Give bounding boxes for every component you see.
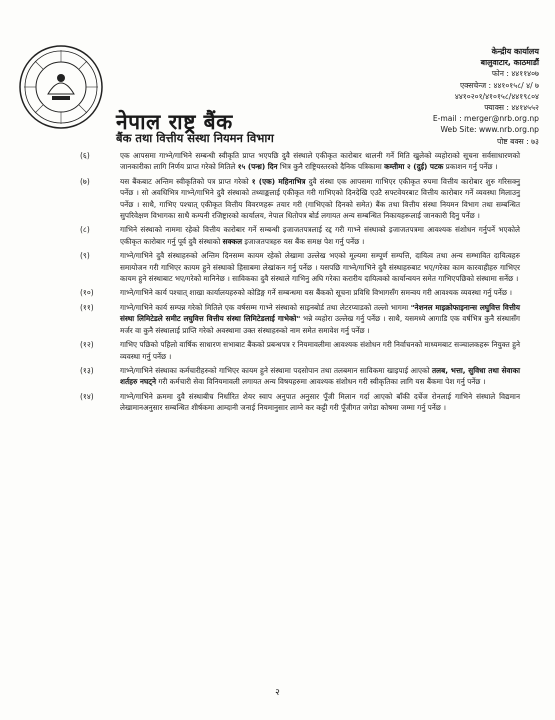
item-number: (७) (80, 176, 90, 186)
item-text: गाभ्ने/गाभिने संस्थाका कर्मचारीहरुको गाभिएर कायम हुने संस्थामा पदसोपान तथा तलबमान साविकमा खाइपाई आएको (120, 365, 433, 375)
item-text: गाभ्ने/गाभिने कार्य पश्चात् शाखा कार्यालयहरुको कोडिङ्ग गर्ने सम्बन्धमा यस बैंकको सूचना प्रविधि विभागसँग समन्वय गरी आवश्यक व्यवस्था गर्नु पर्नेछ । (120, 288, 513, 298)
numbered-items-list (80, 150, 521, 417)
bold-text: तलब, भत्ता, सुविधा तथा सेवाका शर्तहरु नघट्ने (120, 365, 520, 387)
bold-text: सक्कल (222, 236, 243, 246)
exchange-line-2: ४४१०२०१/४१०१५८/४४१९८०४ (454, 91, 539, 101)
item-text: प्रकाशन गर्नु पर्नेछ । (443, 162, 498, 172)
list-item (80, 391, 520, 414)
office-address: बालुवाटार, काठमाडौं (480, 58, 539, 68)
email-line: E-mail : merger@nrb.org.np (432, 114, 539, 124)
item-number: (११) (80, 302, 94, 312)
item-number: (१०) (80, 288, 94, 298)
website-line: Web Site: www.nrb.org.np (440, 125, 539, 135)
item-number: (८) (80, 225, 90, 235)
office-label: केन्द्रीय कार्यालय (491, 47, 539, 56)
list-item (80, 150, 520, 173)
item-text: गाभिए पछिको पहिलो वार्षिक साधारण सभाबाट बैंकको प्रबन्धपत्र र नियमावलीमा आवश्यक संशोधन गरी निर्वाचनको माध्यमबाट सञ्चालकहरू नियुक्त हुने व्यवस्था गर्नु पर्नेछ । (120, 340, 520, 361)
fax-line: फ्याक्स : ४४१४५५२ (484, 103, 539, 113)
list-item (80, 287, 520, 298)
bank-name: नेपाल राष्ट्र बैंक (116, 110, 233, 134)
item-number: (१२) (80, 340, 94, 350)
list-item (80, 365, 520, 388)
item-text: गाभ्ने/गाभिने दुवै संस्थाहरुको अन्तिम दिनसम्म कायम रहेको लेखामा उल्लेख भएको मूल्यमा सम्पूर्ण सम्पत्ति, दायित्व तथा अन्य सम्भावित दायित्वहरु समायोजन गरी गाभिएर कायम हुने संस्थाको हिसाबमा लेखांकन गर्नु पर्नेछ । यसपछि गाभ्ने/गाभिने दुवै संस्थाहरुबाट भए/गरेका काम कारवाहीहरु गाभिएर कायम हुने संस्थाबाट भए/गरेको मानिनेछ । साविकका दुवै संस्थाले गाभिनु अघि गरेका करारीय दायित्वको कार्यान्वयन समेत गाभिएपछिको संस्थामा सर्नेछ । (120, 251, 520, 284)
nrb-logo (18, 44, 104, 130)
item-number: (६) (80, 151, 90, 160)
item-text: गरी कर्मचारी सेवा विनियमावली लगायत अन्य विषयहरुमा आवश्यक संशोधन गरी स्वीकृतिका लागि यस बैंकमा पेश गर्नु पर्नेछ । (156, 377, 486, 387)
bold-text: "नेशनल माइक्रोफाइनान्स लघुवित्त वित्तीय संस्था लिमिटेडले समीट लघुवित्त वित्तीय संस्था लिमिटेडलाई गाभेको" (120, 302, 520, 324)
item-text: गाभ्ने/गाभिने कार्य सम्पन्न गरेको मितिले एक वर्षसम्म गाभ्ने संस्थाको साइनबोर्ड तथा लेटरप्याडको तल्लो भागमा (120, 302, 411, 312)
department-name: बैंक तथा वित्तीय संस्था नियमन विभाग (116, 131, 274, 145)
item-text: दुवै संस्था एक आपसमा गाभिएर एकीकृत रुपमा वित्तीय कारोबार शुरु गरिसक्नु पर्नेछ । सो अवधिभित्र गाभ्ने/गाभिने दुवै संस्थाको तथ्याङ्कलाई एकीकृत गरी गाभिएको दिनदेखि एउटै सफ्टवेयरबाट वित्तीय कारोबार गर्ने व्यवस्था मिलाउनु पर्नेछ । साथै, गाभिए पश्चात् एकीकृत वित्तीय विवरणहरू तयार गरी (गाभिएको दिनको समेत) बैंक तथा वित्तीय संस्था नियमन विभाग तथा सम्बन्धित सुपरिवेक्षण विभागका साथै कम्पनी रजिष्ट्रारको कार्यालय, नेपाल धितोपत्र बोर्ड लगायत अन्य सम्बन्धित निकायहरूलाई जानकारी दिनु पर्नेछ । (120, 176, 521, 221)
item-number: (१४) (80, 391, 94, 401)
phone-line: फोन : ४४११४०७ (491, 69, 539, 79)
page-number: २ (275, 688, 280, 698)
list-item (80, 224, 520, 247)
list-item (80, 250, 520, 284)
item-text: गाभिने संस्थाको नाममा रहेको वित्तीय कारोबार गर्ने सम्बन्धी इजाजतपत्रलाई रद्द गरी गाभ्ने संस्थाको इजाजतपत्रमा आवश्यक संशोधन गर्नुपर्ने भएकोले एकीकृत कारोबार गर्नु पूर्व दुवै संस्थाको (120, 225, 520, 246)
item-text: भन्ने व्यहोरा उल्लेख गर्नु पर्नेछ । साथै, यसमध्ये आगाडि एक वर्षभित्र कुनै संस्थासँग मर्जर वा कुनै संस्थालाई प्राप्ति गरेको अवस्थामा उक्त संस्थाहरुको नाम समेत समावेश गर्नु पर्नेछ । (120, 314, 520, 335)
item-text: भित्र कुनै राष्ट्रियस्तरको दैनिक पत्रिकामा (277, 162, 385, 172)
item-text: यस बैंकबाट अन्तिम स्वीकृतिको पत्र प्राप्त गरेको (120, 176, 252, 186)
exchange-line: एक्सचेन्ज : ४४१०१५८/ ४/ ७ (459, 80, 539, 90)
bold-text: १५ (पन्ध्र) दिन (237, 162, 278, 172)
item-text: एक आपसमा गाभ्ने/गाभिने सम्बन्धी स्वीकृति प्राप्त भएपछि दुवै संस्थाले एकीकृत कारोबार थालनी गर्ने मिति खुलेको व्यहोराको सूचना सर्वसाधारणको जानकारीका लागि निर्णय प्राप्त गरेको मितिले (120, 151, 520, 172)
list-item (80, 176, 521, 222)
list-item (80, 339, 520, 362)
bold-text: कम्तीमा २ (दुई) पटक (384, 162, 444, 172)
item-number: (१३) (80, 365, 94, 375)
item-text: इजाजतपत्रहरु यस बैंक समक्ष पेश गर्नु पर्नेछ । (242, 236, 365, 246)
list-item (80, 302, 520, 336)
po-box-line: पोष्ट बक्स : ७३ (497, 136, 539, 146)
item-number: (९) (80, 251, 90, 261)
contact-block (389, 46, 539, 147)
item-text: गाभ्ने/गाभिने क्रममा दुवै संस्थाबीच निर्धारित शेयर स्वाप अनुपात अनुसार पूँजी मिलान गर्दा आएको बाँकी दर्चेज रोनलाई गाभिने संस्थाले विद्यमान लेखामानअनुसार सम्बन्धित शीर्षकमा आम्दानी जनाई नियमानुसार लाग्ने कर कट्टी गरी पूँजीगत जगेडा कोषमा जम्मा गर्नु पर्नेछ । (120, 391, 520, 413)
bold-text: १ (एक) महिनाभित्र (251, 176, 306, 186)
